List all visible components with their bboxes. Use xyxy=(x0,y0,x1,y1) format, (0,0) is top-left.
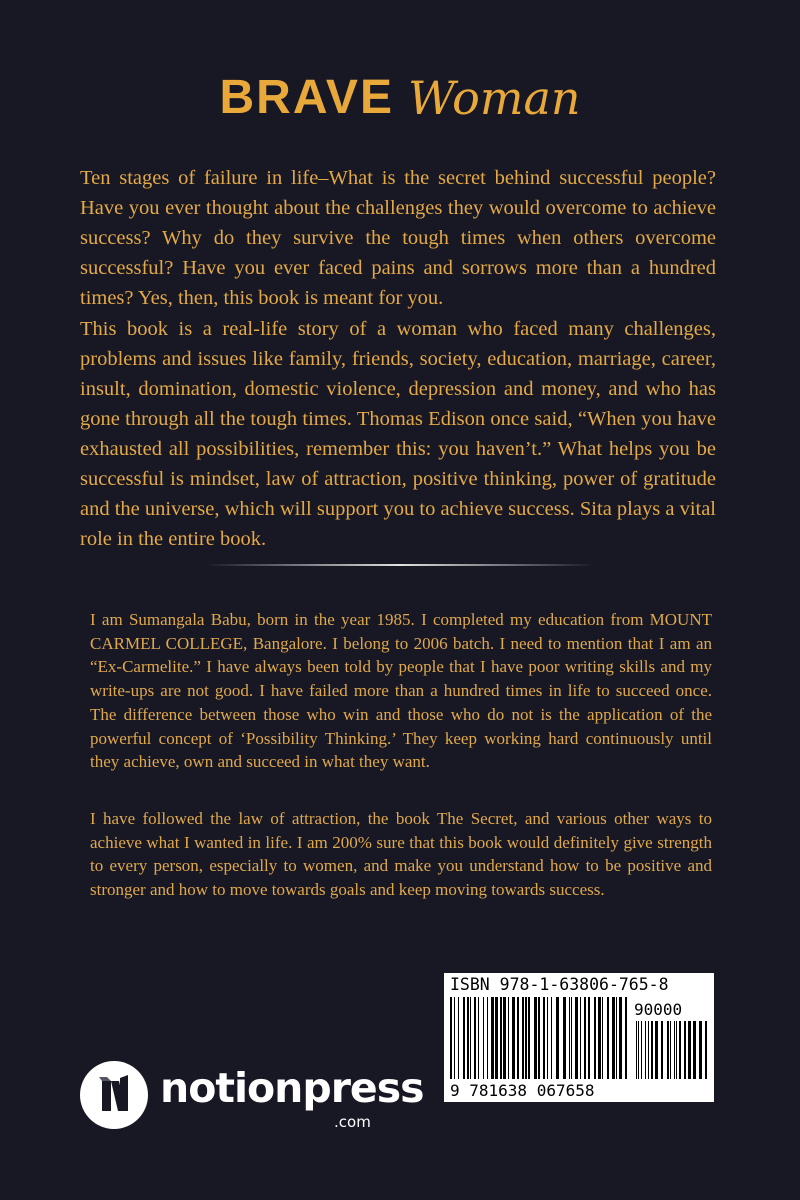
barcode-bar xyxy=(598,997,601,1079)
barcode-bar xyxy=(463,997,465,1079)
barcode-addon-number: 90000 xyxy=(634,1000,683,1019)
publisher-domain-suffix: .com xyxy=(334,1113,371,1131)
barcode-bar xyxy=(474,997,476,1079)
barcode-bar xyxy=(467,997,469,1079)
barcode-bar xyxy=(693,1021,696,1079)
barcode-bar xyxy=(569,997,570,1079)
barcode-bar xyxy=(645,1021,646,1079)
barcode-bar xyxy=(483,997,484,1079)
barcode-bar xyxy=(641,1021,642,1079)
barcode-bar xyxy=(670,1021,671,1079)
barcode-bar xyxy=(684,1021,686,1079)
barcode-bar xyxy=(619,997,622,1079)
publisher-wordmark: notionpress xyxy=(160,1064,424,1112)
barcode-bar xyxy=(528,997,530,1079)
barcode-bar xyxy=(450,997,452,1079)
n-right-stroke xyxy=(120,1075,128,1111)
barcode-bar xyxy=(705,1021,707,1079)
blurb-paragraph-1: Ten stages of failure in life–What is the secret behind successful people? Have you ever thought about the challenges they would overcome to achieve success? Why do they survive the tough times when others overcome successful? Have you ever faced pains and sorrows more than a hundred times? Yes, then, this book is meant for you. xyxy=(80,167,716,309)
barcode-bar xyxy=(534,997,537,1079)
n-left-stroke xyxy=(102,1081,111,1111)
barcode-bar xyxy=(638,1021,639,1079)
barcode-bar xyxy=(503,997,506,1079)
barcode-bar xyxy=(454,997,455,1079)
barcode-bar xyxy=(543,997,545,1079)
barcode-bar xyxy=(571,997,572,1079)
barcode-bar xyxy=(580,997,581,1079)
barcode-bar xyxy=(612,997,615,1079)
barcode-bar xyxy=(556,997,559,1079)
barcode-bar xyxy=(594,997,596,1079)
barcode-bar xyxy=(500,997,502,1079)
notionpress-n-icon xyxy=(80,1061,148,1129)
barcode-bar xyxy=(522,997,524,1079)
barcode-bar xyxy=(648,1021,649,1079)
isbn-barcode xyxy=(444,973,714,1102)
barcode-bar xyxy=(491,997,494,1079)
isbn-number: ISBN 978-1-63806-765-8 xyxy=(450,975,669,994)
barcode-bar xyxy=(495,997,498,1079)
title-woman: Woman xyxy=(407,70,581,125)
barcode-bar xyxy=(470,997,471,1079)
barcode-bar xyxy=(525,997,527,1079)
barcode-bar xyxy=(575,997,578,1079)
barcode-bar xyxy=(584,997,586,1079)
barcode-bar xyxy=(667,1021,669,1079)
barcode-bar xyxy=(699,1021,702,1079)
barcode-bar xyxy=(661,1021,663,1079)
n-shadow xyxy=(99,1077,111,1081)
barcode-bar xyxy=(538,997,540,1079)
barcode-bar xyxy=(478,997,479,1079)
notionpress-mark-svg xyxy=(80,1061,148,1129)
barcode-bar xyxy=(655,1021,658,1079)
author-bio-paragraph-2: I have followed the law of attraction, the book The Secret, and various other ways to achieve what I wanted in life. I am 200% sure that this book would definitely give strength to every person, especially to women, and make you understand how to be positive and stronger and how to move towards goals and keep moving towards success. xyxy=(90,809,712,900)
barcode-bar xyxy=(517,997,519,1079)
barcode-bar xyxy=(487,997,488,1079)
title-brave: BRAVE xyxy=(219,71,394,124)
publisher-logo xyxy=(80,1058,424,1138)
barcode-bar xyxy=(458,997,459,1079)
barcode-bar xyxy=(674,1021,675,1079)
barcode-bar xyxy=(616,997,617,1079)
barcode-bar xyxy=(602,997,603,1079)
ean-number: 9 781638 067658 xyxy=(450,1081,595,1100)
book-title xyxy=(0,70,800,150)
barcode-bar xyxy=(676,1021,677,1079)
barcode-bar xyxy=(551,997,552,1079)
barcode-bar xyxy=(679,1021,681,1079)
blurb-paragraph-2: This book is a real-life story of a woman who faced many challenges, problems and issues like family, friends, society, education, marriage, career, insult, domination, domestic violence, depression and money, and who has gone through all the tough times. Thomas Edison once said, “When you have exhausted all possibilities, remember this: you haven’t.” What helps you be successful is mindset, law of attraction, positive thinking, power of gratitude and the universe, which will support you to achieve success. Sita plays a vital role in the entire book. xyxy=(80,318,716,550)
barcode-bar xyxy=(625,997,627,1079)
barcode-bar xyxy=(508,997,509,1079)
barcode-bar xyxy=(588,997,590,1079)
barcode-bar xyxy=(512,997,515,1079)
barcode-bar xyxy=(563,997,566,1079)
barcode-bar xyxy=(688,1021,691,1079)
barcode-bar xyxy=(547,997,548,1079)
author-bio-paragraph-1: I am Sumangala Babu, born in the year 1985. I completed my education from MOUNT CARMEL COLLEGE, Bangalore. I belong to 2006 batch. I need to mention that I am an “Ex-Carmelite.” I have always been told by people that I have poor writing skills and my write-ups are not good. I have failed more than a hundred times in life to succeed once. The difference between those who win and those who do not is the application of the powerful concept of ‘Possibility Thinking.’ They keep working hard continuously until they achieve, own and succeed in what they want. xyxy=(90,610,712,772)
section-divider xyxy=(205,564,595,566)
barcode-bar xyxy=(636,1021,637,1079)
barcode-bar xyxy=(651,1021,653,1079)
barcode-bar xyxy=(607,997,609,1079)
